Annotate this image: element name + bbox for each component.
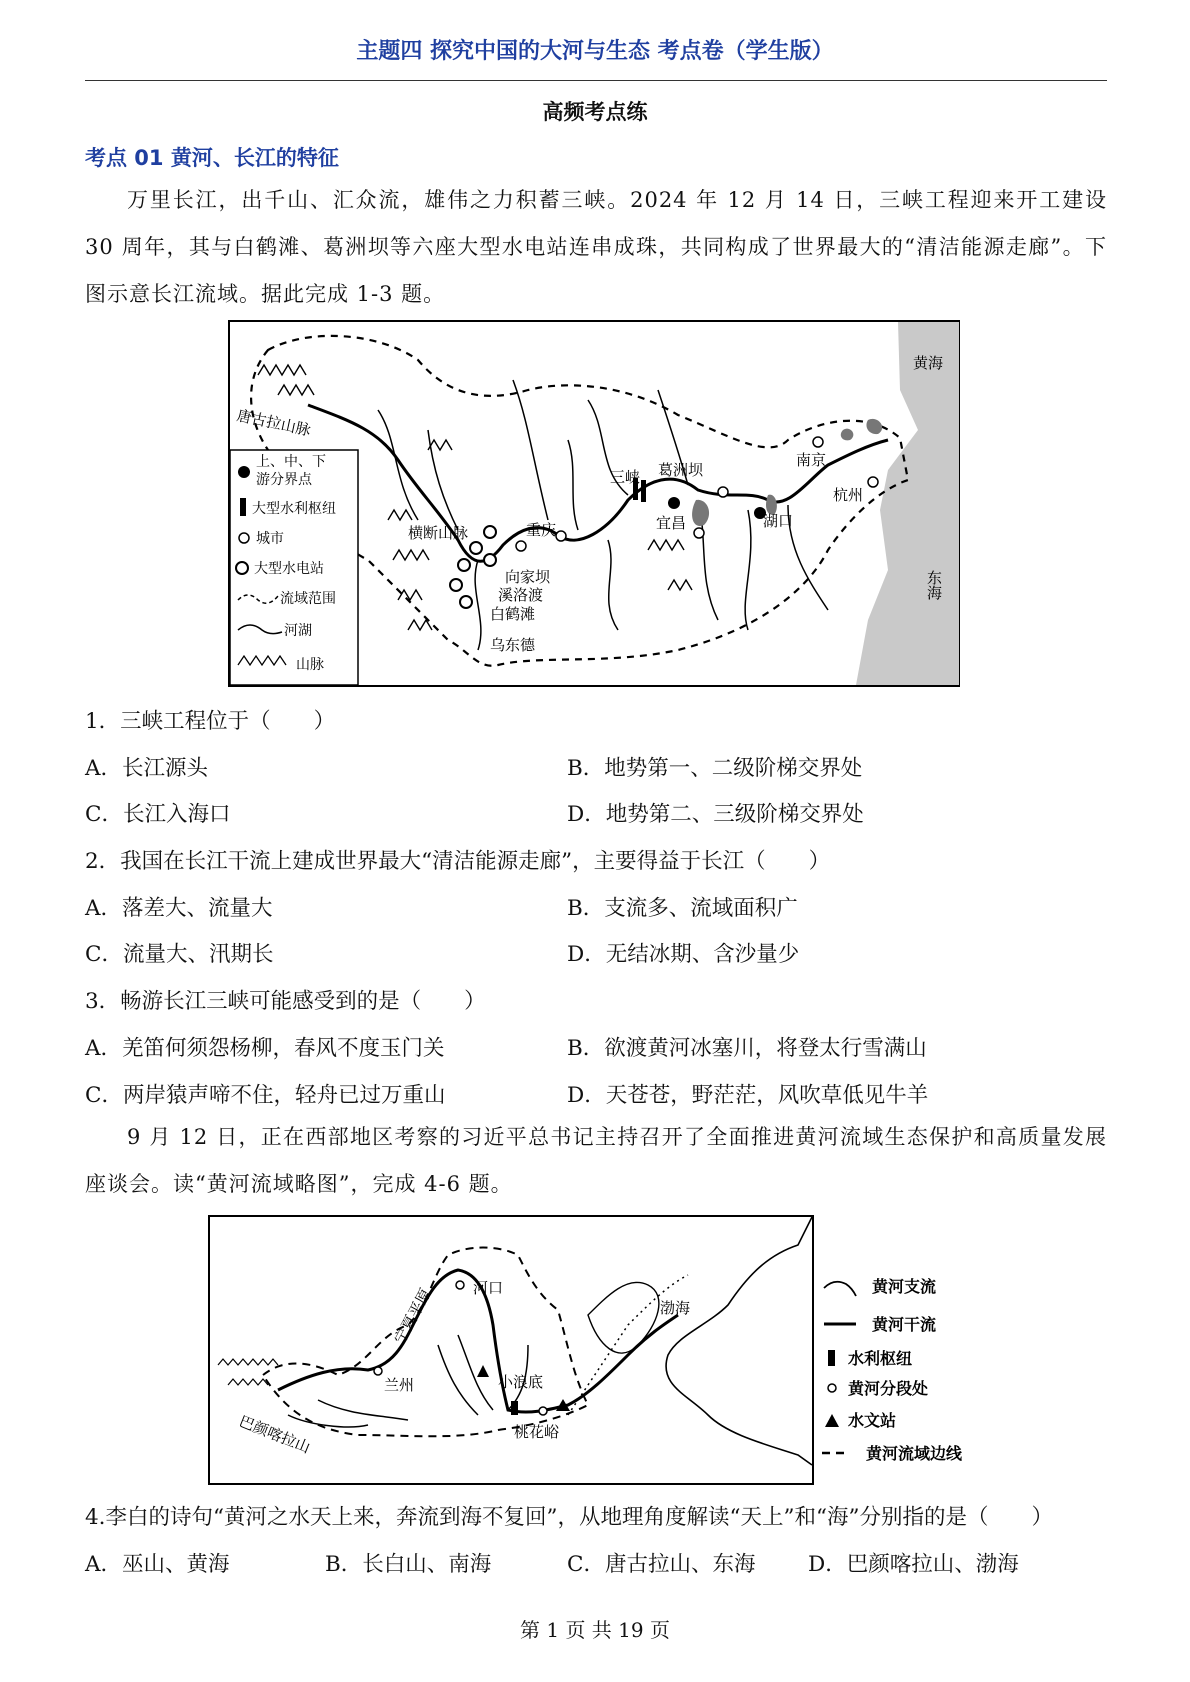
legend-station-icon bbox=[236, 562, 248, 574]
q4-option-b[interactable]: B．长白山、南海 bbox=[325, 1552, 492, 1577]
q2-option-d[interactable]: D．无结冰期、含沙量少 bbox=[567, 942, 800, 967]
q4-stem: 4.李白的诗句“黄河之水天上来，奔流到海不复回”，从地理角度解读“天上”和“海”分别指的是（ ） bbox=[85, 1505, 1053, 1530]
segment-marker bbox=[539, 1407, 547, 1415]
label-tanggula: 唐古拉山脉 bbox=[235, 406, 313, 440]
label-wudongde: 乌东德 bbox=[490, 636, 536, 654]
legend-hydro-hub: 大型水利枢纽 bbox=[252, 501, 336, 517]
legend-boundary: 黄河流域边线 bbox=[866, 1444, 963, 1463]
q3-option-c[interactable]: C．两岸猿声啼不住，轻舟已过万重山 bbox=[85, 1083, 446, 1108]
section-heading: 考点 01 黄河、长江的特征 bbox=[85, 146, 339, 170]
intro-paragraph-2: 9 月 12 日，正在西部地区考察的习近平总书记主持召开了全面推进黄河流域生态保护和高质量发展座谈会。读“黄河流域略图”，完成 4-6 题。 bbox=[85, 1125, 1107, 1196]
legend-station: 水文站 bbox=[848, 1411, 897, 1430]
legend-boundary-point-2: 游分界点 bbox=[256, 472, 312, 488]
q3-option-d[interactable]: D．天苍苍，野茫茫，风吹草低见牛羊 bbox=[567, 1083, 929, 1108]
yangtze-basin-map bbox=[228, 320, 960, 687]
q1-option-b[interactable]: B．地势第一、二级阶梯交界处 bbox=[567, 756, 863, 781]
segment-marker bbox=[374, 1367, 382, 1375]
label-bohai: 渤海 bbox=[660, 1299, 691, 1317]
hydro-hub-marker bbox=[641, 480, 646, 502]
label-xiangjiaba: 向家坝 bbox=[505, 568, 551, 586]
legend-main: 黄河干流 bbox=[872, 1315, 937, 1334]
label-lanzhou: 兰州 bbox=[384, 1376, 415, 1394]
legend-hub-icon bbox=[240, 498, 246, 516]
q3-option-a[interactable]: A．羌笛何须怨杨柳，春风不度玉门关 bbox=[85, 1036, 445, 1061]
legend-river: 河湖 bbox=[284, 623, 312, 639]
legend-hub-icon bbox=[828, 1350, 835, 1366]
q2-stem: 2．我国在长江干流上建成世界最大“清洁能源走廊”，主要得益于长江（ ） bbox=[85, 849, 831, 874]
legend-city-icon bbox=[239, 533, 249, 543]
legend-segment: 黄河分段处 bbox=[848, 1379, 929, 1398]
label-bayankala: 巴颜喀拉山 bbox=[236, 1412, 313, 1457]
label-sanxia: 三峡 bbox=[610, 468, 641, 486]
q2-option-c[interactable]: C．流量大、汛期长 bbox=[85, 942, 274, 967]
map1-legend bbox=[230, 450, 358, 685]
q3-stem: 3．畅游长江三峡可能感受到的是（ ） bbox=[85, 989, 486, 1014]
header-divider bbox=[85, 80, 1107, 81]
q4-option-d[interactable]: D．巴颜喀拉山、渤海 bbox=[808, 1552, 1019, 1577]
yellow-river-map bbox=[208, 1215, 814, 1485]
label-hangzhou: 杭州 bbox=[833, 486, 864, 504]
intro-paragraph-1: 万里长江，出千山、汇众流，雄伟之力积蓄三峡。2024 年 12 月 14 日，三峡工程迎来开工建设 30 周年，其与白鹤滩、葛洲坝等六座大型水电站连串成珠，共同构成了世界最大的“清洁能源走廊”。下图示意长江流域。据此完成 1-3 题。 bbox=[85, 188, 1107, 306]
legend-segment-icon bbox=[828, 1384, 836, 1392]
label-baihetan: 白鹤滩 bbox=[490, 605, 536, 623]
label-hengduan: 横断山脉 bbox=[408, 524, 469, 542]
segment-marker bbox=[456, 1281, 464, 1289]
label-donghai: 东海 bbox=[925, 570, 943, 600]
page-footer: 第 1 页 共 19 页 bbox=[520, 1618, 670, 1642]
label-hekou: 河口 bbox=[473, 1279, 504, 1297]
q3-option-b[interactable]: B．欲渡黄河冰塞川，将登太行雪满山 bbox=[567, 1036, 927, 1061]
legend-tributary-icon bbox=[824, 1282, 856, 1296]
legend-boundary-point: 上、中、下 bbox=[256, 454, 326, 470]
q4-option-a[interactable]: A．巫山、黄海 bbox=[85, 1552, 230, 1577]
legend-tributary: 黄河支流 bbox=[872, 1277, 937, 1296]
label-hukou: 湖口 bbox=[763, 512, 794, 530]
yellow-river-legend bbox=[820, 1270, 990, 1470]
legend-hydro-station: 大型水电站 bbox=[254, 561, 324, 577]
q1-stem: 1．三峡工程位于（ ） bbox=[85, 709, 336, 734]
label-yichang: 宜昌 bbox=[656, 514, 687, 532]
q1-option-c[interactable]: C．长江入海口 bbox=[85, 802, 231, 827]
label-xiaolangdi: 小浪底 bbox=[498, 1373, 544, 1391]
document-header: 主题四 探究中国的大河与生态 考点卷（学生版） bbox=[356, 39, 834, 64]
legend-station-icon bbox=[825, 1414, 839, 1427]
q2-option-b[interactable]: B．支流多、流域面积广 bbox=[567, 896, 798, 921]
label-huanghai: 黄海 bbox=[912, 354, 944, 372]
label-gezhouba: 葛洲坝 bbox=[658, 461, 704, 479]
section-subtitle: 高频考点练 bbox=[542, 100, 648, 124]
q2-option-a[interactable]: A．落差大、流量大 bbox=[85, 896, 273, 921]
label-nanjing: 南京 bbox=[796, 451, 827, 469]
legend-mountain: 山脉 bbox=[296, 657, 324, 673]
hub-marker bbox=[511, 1401, 518, 1415]
legend-basin: 流域范围 bbox=[280, 591, 336, 607]
label-xiluodu: 溪洛渡 bbox=[498, 586, 544, 604]
legend-city: 城市 bbox=[256, 531, 284, 547]
legend-boundary-point-icon bbox=[238, 466, 250, 478]
q1-option-d[interactable]: D．地势第二、三级阶梯交界处 bbox=[567, 802, 864, 827]
legend-hub: 水利枢纽 bbox=[848, 1349, 913, 1368]
q4-option-c[interactable]: C．唐古拉山、东海 bbox=[567, 1552, 756, 1577]
label-chongqing: 重庆 bbox=[526, 521, 557, 539]
label-ningxia: 宁夏平原 bbox=[390, 1285, 435, 1347]
label-taohuayu: 桃花峪 bbox=[514, 1423, 560, 1441]
q1-option-a[interactable]: A．长江源头 bbox=[85, 756, 209, 781]
